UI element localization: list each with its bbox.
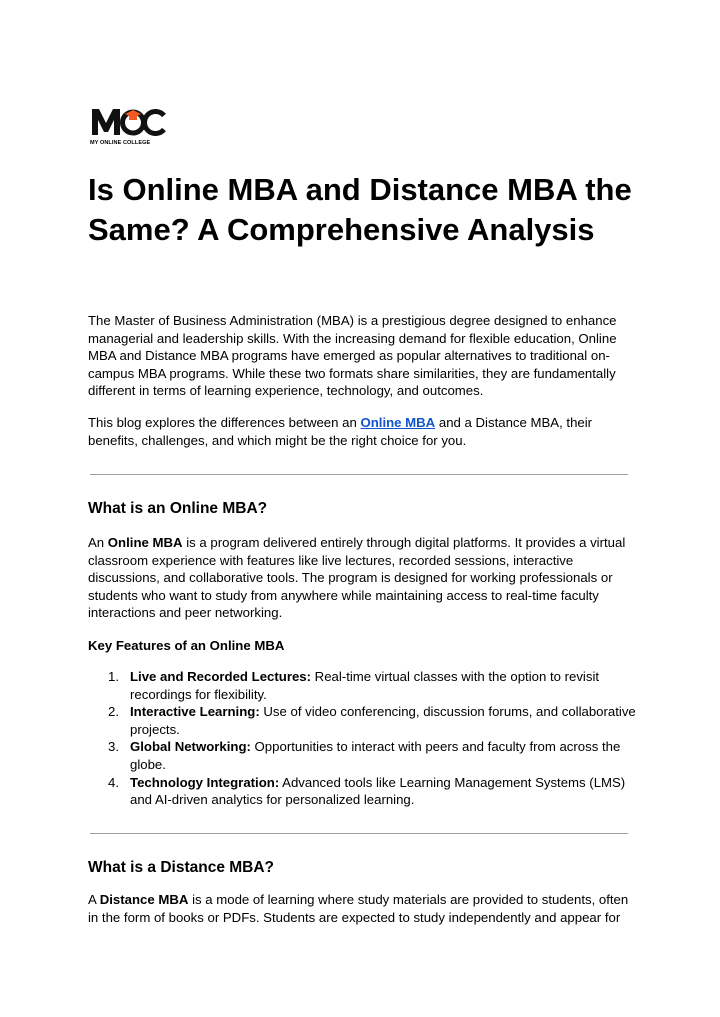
list-item-number: 1.: [108, 669, 119, 684]
distance-mba-heading: What is a Distance MBA?: [88, 859, 275, 876]
feature-label: Live and Recorded Lectures:: [130, 669, 312, 684]
online-mba-term: Online MBA: [107, 535, 183, 550]
page-title: Is Online MBA and Distance MBA the Same? A Comprehensive Analysis: [88, 172, 632, 247]
list-item-number: 2.: [108, 704, 119, 720]
online-mba-link[interactable]: Online MBA: [360, 415, 436, 430]
logo-tagline: MY ONLINE COLLEGE: [90, 140, 151, 146]
feature-label: Technology Integration:: [130, 774, 280, 790]
online-mba-paragraph: [88, 534, 636, 622]
list-item: [88, 738, 636, 773]
distance-mba-text-before: A: [88, 892, 100, 907]
distance-mba-term: Distance MBA: [99, 892, 189, 907]
list-item: [88, 668, 636, 703]
blog-intro-text-before: This blog explores the differences between an: [88, 415, 361, 430]
section-divider: [90, 833, 628, 834]
section-divider: [90, 474, 628, 475]
distance-mba-text-after: is a mode of learning where study materials are provided to students, often in the form of books or PDFs. Students are expected to study independently and appear for: [88, 892, 629, 925]
feature-label: Interactive Learning:: [130, 704, 260, 720]
key-features-heading: Key Features of an Online MBA: [88, 638, 285, 653]
feature-label: Global Networking:: [130, 739, 251, 755]
key-features-list: [88, 668, 636, 809]
intro-paragraph: The Master of Business Administration (MBA) is a prestigious degree designed to enhance managerial and leadership skills. With the increasing demand for flexible education, Online MBA and Distance MBA programs have emerged as popular alternatives to traditional on-campus MBA programs. While these two formats share similarities, they are fundamentally different in terms of learning experience, technology, and outcomes.: [88, 313, 617, 399]
feature-text: Advanced tools like Learning Management Systems (LMS) and AI-driven analytics for personalized learning.: [130, 774, 626, 808]
blog-intro-paragraph: [88, 414, 636, 449]
feature-text: Real-time virtual classes with the option to revisit recordings for flexibility.: [130, 669, 600, 702]
distance-mba-paragraph: [88, 891, 636, 926]
feature-text: Opportunities to interact with peers and faculty from across the globe.: [130, 739, 621, 772]
online-mba-text-before: An: [88, 535, 108, 550]
moc-logo: [90, 104, 166, 148]
online-mba-text-after: is a program delivered entirely through digital platforms. It provides a virtual classroom experience with features like live lectures, recorded sessions, interactive discussions, and collaborative tools. The program is designed for working professionals or students who want to study from anywhere while maintaining access to real-time faculty interactions and peer networking.: [88, 535, 626, 621]
list-item: [88, 703, 636, 738]
list-item: [88, 774, 636, 809]
list-item-number: 4.: [108, 774, 119, 790]
blog-intro-text-after: and a Distance MBA, their benefits, challenges, and which might be the right choice for you.: [88, 415, 593, 448]
online-mba-heading: What is an Online MBA?: [88, 500, 268, 517]
feature-text: Use of video conferencing, discussion forums, and collaborative projects.: [130, 704, 636, 737]
moc-logo-mark: [90, 104, 166, 138]
list-item-number: 3.: [108, 739, 119, 755]
